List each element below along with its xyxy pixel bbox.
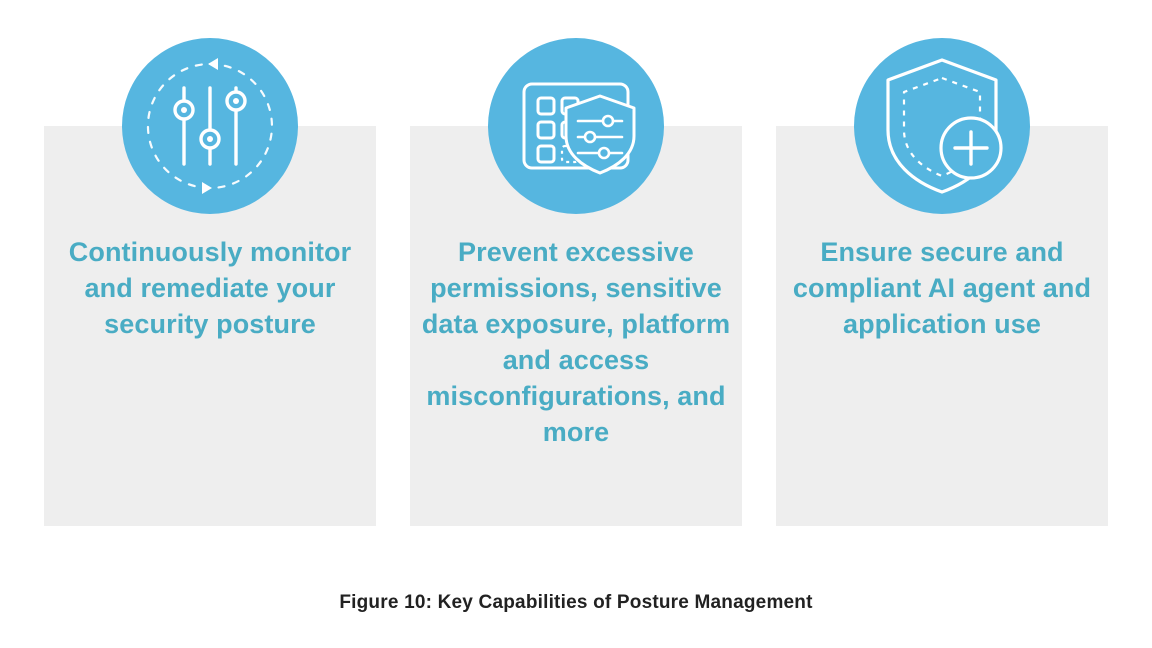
capability-card: [44, 126, 376, 526]
figure-caption: Figure 10: Key Capabilities of Posture Management: [339, 592, 813, 613]
capability-cards: [44, 126, 1108, 526]
capability-text: Ensure secure and compliant AI agent and application use: [792, 237, 1092, 339]
capability-card: [410, 126, 742, 526]
shield-plus-icon: [854, 38, 1030, 214]
dashboard-shield-settings-icon: [488, 38, 664, 214]
capability-text: Continuously monitor and remediate your security posture: [68, 237, 352, 339]
capability-card: [776, 126, 1108, 526]
capability-text: Prevent excessive permissions, sensitive data exposure, platform and access misconfigurations, and more: [421, 237, 731, 447]
sliders-refresh-icon: [122, 38, 298, 214]
